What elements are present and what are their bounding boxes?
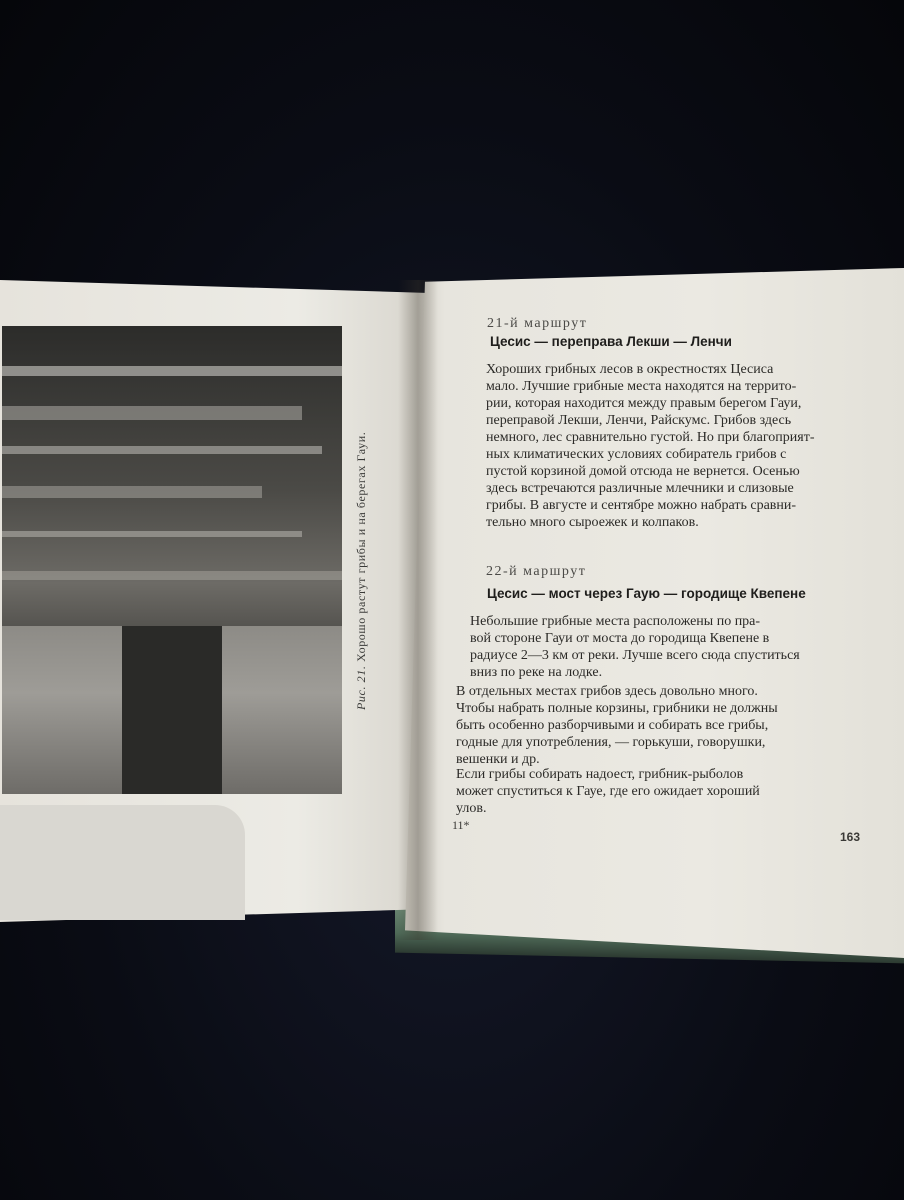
route21-line: тельно много сыроежек и колпаков.: [486, 515, 699, 530]
signature-mark: 11*: [452, 818, 470, 832]
route21-line: переправой Лекши, Ленчи, Райскумс. Грибов здесь: [486, 413, 792, 428]
forest-river-photo: [2, 326, 342, 794]
route22-p3-line: улов.: [456, 801, 487, 816]
photo-caption: [354, 330, 369, 710]
route22-p2-line: быть особенно разборчивыми и собирать все грибы,: [456, 718, 769, 733]
route21-line: грибы. В августе и сентябре можно набрать сравни-: [486, 498, 797, 513]
route22-paragraph-3: [456, 766, 852, 817]
route22-p1-line: вниз по реке на лодке.: [470, 665, 603, 680]
route22-p3-line: Если грибы собирать надоест, грибник-рыболов: [456, 767, 744, 782]
route22-p2-line: годные для употребления, — горькуши, говорушки,: [456, 735, 766, 750]
book-gutter: [398, 280, 438, 940]
left-page-overexposed-area: [0, 805, 245, 920]
route22-p2-line: вешенки и др.: [456, 752, 540, 767]
route21-subheading: Цесис — переправа Лекши — Ленчи: [490, 334, 732, 349]
route21-line: Хороших грибных лесов в окрестностях Цесиса: [486, 362, 774, 377]
route22-p1-line: вой стороне Гауи от моста до городища Квепене в: [470, 631, 770, 646]
route22-p2-line: Чтобы набрать полные корзины, грибники не должны: [456, 701, 778, 716]
route22-heading: 22-й маршрут: [486, 564, 587, 579]
route21-line: мало. Лучшие грибные места находятся на террито-: [486, 379, 797, 394]
route22-p1-line: Небольшие грибные места расположены по пра-: [470, 614, 761, 629]
route21-paragraph: [486, 361, 842, 531]
route22-p3-line: может спуститься к Гауе, где его ожидает хороший: [456, 784, 760, 799]
route21-line: пустой корзиной домой отсюда не вернется. Осенью: [486, 464, 800, 479]
route22-p1-line: радиусе 2—3 км от реки. Лучше всего сюда спуститься: [470, 648, 800, 663]
route22-subheading: Цесис — мост через Гаую — городище Квепене: [487, 586, 806, 601]
route22-p2-line: В отдельных местах грибов здесь довольно много.: [456, 684, 758, 699]
route21-line: немного, лес сравнительно густой. Но при благоприят-: [486, 430, 815, 445]
page-number: 163: [840, 830, 861, 844]
route22-paragraph-2: [456, 683, 852, 768]
route21-line: здесь встречаются различные млечники и слизовые: [486, 481, 794, 496]
caption-text: Хорошо растут грибы и на берегах Гауи.: [354, 431, 368, 662]
route21-heading: 21-й маршрут: [487, 316, 588, 331]
route21-line: ных климатических условиях собиратель грибов с: [486, 447, 787, 462]
route21-line: рии, которая находится между правым берегом Гауи,: [486, 396, 802, 411]
route22-paragraph-1: [470, 613, 850, 681]
caption-figure-label: Рис. 21.: [354, 665, 368, 710]
